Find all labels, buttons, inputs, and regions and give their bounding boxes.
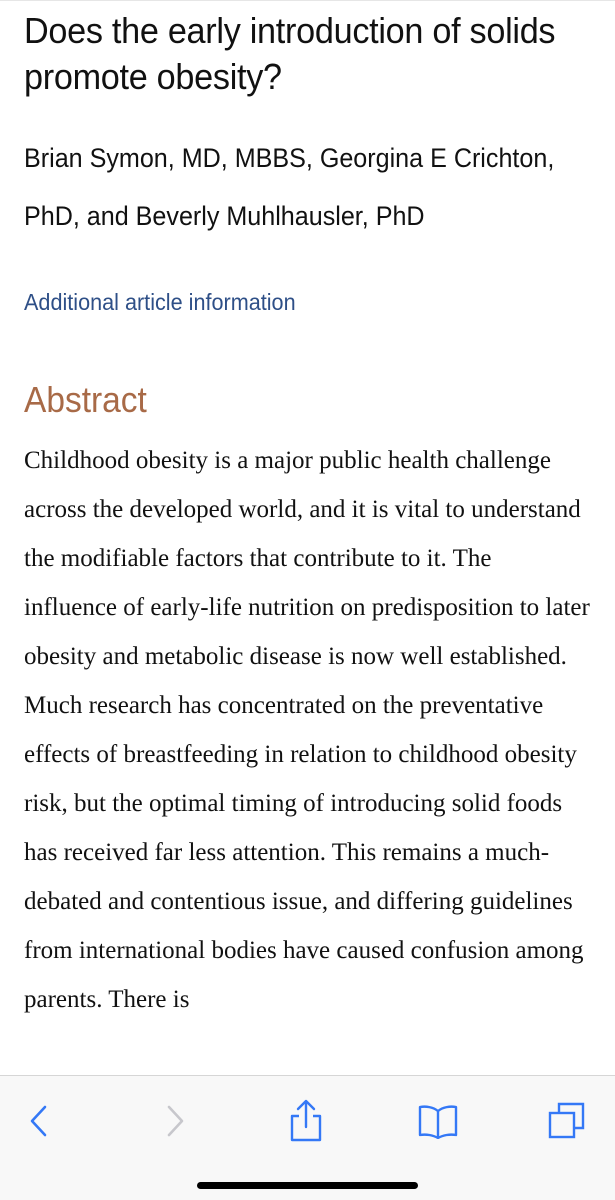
home-indicator: [197, 1182, 418, 1189]
book-icon: [417, 1103, 459, 1139]
chevron-left-icon: [28, 1104, 50, 1138]
additional-article-information-link[interactable]: Additional article information: [24, 289, 296, 315]
back-button[interactable]: [14, 1098, 64, 1144]
share-icon: [289, 1099, 323, 1143]
article-title: Does the early introduction of solids promote obesity?: [24, 10, 556, 97]
browser-toolbar: [0, 1075, 615, 1200]
share-button[interactable]: [281, 1098, 331, 1144]
chevron-right-icon: [164, 1104, 186, 1138]
abstract-text: Childhood obesity is a major public health challenge across the developed world, and it is vital to understand the modifiable factors that contribute to it. The influence of early-life nutrition on predisposition to later obesity and metabolic disease is now well established. Much research has concentrated on the preventative effects of breastfeeding in relation to childhood obesity risk, but the optimal timing of introducing solid foods has received far less attention. This remains a much-debated and contentious issue, and differing guidelines from international bodies have caused confusion among parents. There is: [24, 447, 590, 1013]
abstract-heading: Abstract: [24, 379, 147, 420]
forward-button[interactable]: [150, 1098, 200, 1144]
tabs-icon: [547, 1101, 587, 1141]
bookmarks-button[interactable]: [413, 1098, 463, 1144]
article-authors: Brian Symon, MD, MBBS, Georgina E Crichton, PhD, and Beverly Muhlhausler, PhD: [24, 143, 555, 231]
tabs-button[interactable]: [542, 1098, 592, 1144]
